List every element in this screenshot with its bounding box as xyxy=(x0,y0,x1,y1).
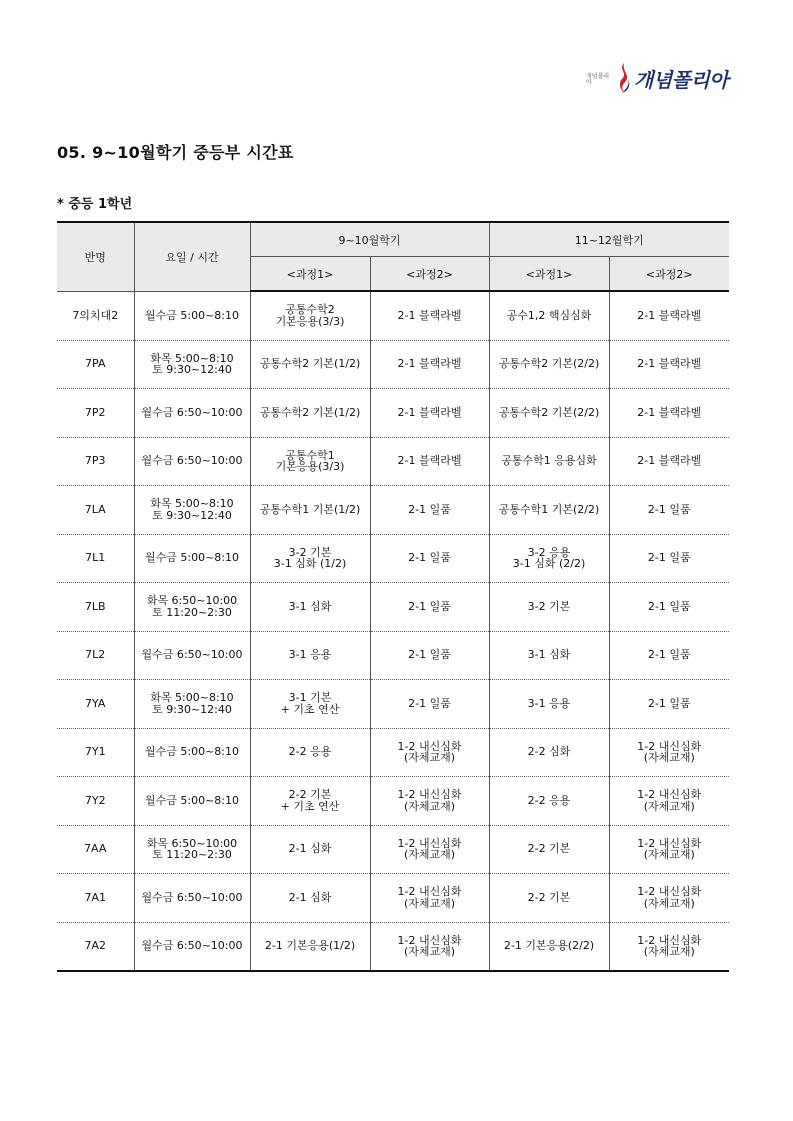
term1-course1-cell xyxy=(250,534,370,583)
cell-line: 3-1 응용 xyxy=(288,648,332,662)
cell-line: 공통수학2 기본(2/2) xyxy=(498,357,600,371)
cell-line: 2-1 블랙라벨 xyxy=(397,454,462,468)
cell-line: 2-1 일품 xyxy=(647,502,691,516)
day-time-cell xyxy=(134,825,250,874)
cell-line: 2-2 응용 xyxy=(288,745,332,759)
cell-line: 1-2 내신심화 xyxy=(397,885,462,899)
cell-line: (자체교재) xyxy=(643,799,695,813)
term1-course2-cell xyxy=(370,534,489,583)
cell-line: 2-1 블랙라벨 xyxy=(397,308,462,322)
term1-course1-cell xyxy=(250,437,370,486)
term2-course1-cell xyxy=(489,437,609,486)
cell-line: 2-1 기본응용(1/2) xyxy=(264,939,356,953)
cell-line: 공통수학1 기본(1/2) xyxy=(259,502,361,516)
cell-line: (자체교재) xyxy=(403,848,456,862)
cell-line: 2-1 블랙라벨 xyxy=(637,357,702,371)
day-time-cell xyxy=(134,728,250,777)
cell-line: 2-1 일품 xyxy=(408,551,451,565)
cell-line: + 기초 연산 xyxy=(280,702,340,716)
cell-line: 2-1 블랙라벨 xyxy=(637,308,702,322)
cell-line: 2-1 심화 xyxy=(288,890,332,904)
cell-line: (자체교재) xyxy=(643,751,695,765)
term2-course1-cell xyxy=(489,340,609,389)
page-title: 05. 9~10월학기 중등부 시간표 xyxy=(57,143,294,162)
term2-course1-cell xyxy=(489,631,609,680)
cell-line: 공통수학1 응용심화 xyxy=(501,454,597,468)
cell-line: 2-1 심화 xyxy=(288,842,332,856)
term2-course2-cell xyxy=(609,874,729,923)
cell-line: 공수1,2 핵심심화 xyxy=(506,308,592,322)
cell-line: 2-1 일품 xyxy=(408,696,451,710)
day-time-cell xyxy=(134,680,250,729)
cell-line: 3-1 심화 (1/2) xyxy=(273,557,347,571)
day-time-cell xyxy=(134,534,250,583)
cell-line: 2-1 블랙라벨 xyxy=(637,405,702,419)
cell-line: 3-1 응용 xyxy=(527,696,571,710)
term2-course1-cell xyxy=(489,291,609,340)
term2-course2-cell xyxy=(609,777,729,826)
cell-line: 1-2 내신심화 xyxy=(637,788,702,802)
term2-course2-cell xyxy=(609,922,729,971)
schedule-body xyxy=(57,291,729,971)
class-name-cell: 7L2 xyxy=(57,631,134,680)
cell-line: (자체교재) xyxy=(643,945,695,959)
flame-logo-icon xyxy=(614,61,632,95)
term1-course2-cell xyxy=(370,922,489,971)
class-name-cell: 7PA xyxy=(57,340,134,389)
table-row xyxy=(57,389,729,438)
day-time-cell xyxy=(134,340,250,389)
term2-course2-cell xyxy=(609,389,729,438)
header-term1-course2: <과정2> xyxy=(370,257,489,292)
day-time-cell xyxy=(134,486,250,535)
cell-line: 토 11:20~2:30 xyxy=(152,848,232,862)
cell-line: 기본응용(3/3) xyxy=(275,314,345,328)
cell-line: 3-2 기본 xyxy=(527,599,571,613)
table-row xyxy=(57,874,729,923)
class-name-cell: 7YA xyxy=(57,680,134,729)
class-name-cell: 7의치대2 xyxy=(57,291,134,340)
cell-line: 월수금 6:50~10:00 xyxy=(141,405,243,419)
term1-course2-cell xyxy=(370,583,489,632)
cell-line: 월수금 5:00~8:10 xyxy=(145,551,239,565)
schedule-table xyxy=(57,221,729,972)
table-row xyxy=(57,922,729,971)
cell-line: 화목 5:00~8:10 xyxy=(150,691,234,705)
cell-line: 2-1 일품 xyxy=(647,696,691,710)
table-row xyxy=(57,583,729,632)
cell-line: 2-1 기본응용(2/2) xyxy=(503,939,595,953)
term1-course2-cell xyxy=(370,291,489,340)
cell-line: (자체교재) xyxy=(403,799,456,813)
cell-line: + 기초 연산 xyxy=(280,799,340,813)
header-term1-course1: <과정1> xyxy=(250,257,370,292)
cell-line: 2-1 일품 xyxy=(408,502,451,516)
term1-course2-cell xyxy=(370,825,489,874)
cell-line: 3-1 기본 xyxy=(288,691,332,705)
term2-course1-cell xyxy=(489,777,609,826)
term1-course2-cell xyxy=(370,680,489,729)
cell-line: 월수금 5:00~8:10 xyxy=(145,793,239,807)
term1-course1-cell xyxy=(250,486,370,535)
cell-line: 월수금 6:50~10:00 xyxy=(141,454,243,468)
term1-course2-cell xyxy=(370,874,489,923)
cell-line: 토 9:30~12:40 xyxy=(152,508,232,522)
term1-course1-cell xyxy=(250,825,370,874)
term2-course1-cell xyxy=(489,534,609,583)
cell-line: 2-1 일품 xyxy=(647,551,691,565)
cell-line: 2-1 일품 xyxy=(408,648,451,662)
cell-line: 2-1 블랙라벨 xyxy=(397,405,462,419)
day-time-cell xyxy=(134,777,250,826)
cell-line: 2-1 일품 xyxy=(408,599,451,613)
cell-line: (자체교재) xyxy=(403,945,456,959)
day-time-cell xyxy=(134,874,250,923)
brand-logo xyxy=(586,58,746,98)
logo-tagline: 개념폴리아 xyxy=(586,73,610,86)
cell-line: 3-1 심화 (2/2) xyxy=(512,557,586,571)
cell-line: (자체교재) xyxy=(643,896,695,910)
class-name-cell: 7L1 xyxy=(57,534,134,583)
header-class: 반명 xyxy=(57,222,134,291)
cell-line: 2-2 응용 xyxy=(527,793,571,807)
cell-line: 2-1 일품 xyxy=(647,648,691,662)
term1-course1-cell xyxy=(250,631,370,680)
cell-line: 1-2 내신심화 xyxy=(637,885,702,899)
cell-line: 공통수학2 기본(1/2) xyxy=(259,405,361,419)
table-row xyxy=(57,437,729,486)
table-row xyxy=(57,777,729,826)
class-name-cell: 7AA xyxy=(57,825,134,874)
cell-line: 월수금 6:50~10:00 xyxy=(141,648,243,662)
cell-line: 공통수학1 기본(2/2) xyxy=(498,502,600,516)
cell-line: 화목 5:00~8:10 xyxy=(150,351,234,365)
cell-line: 2-1 블랙라벨 xyxy=(637,454,702,468)
cell-line: 1-2 내신심화 xyxy=(397,836,462,850)
cell-line: 토 9:30~12:40 xyxy=(152,363,232,377)
term2-course1-cell xyxy=(489,583,609,632)
cell-line: 2-2 기본 xyxy=(527,842,571,856)
term2-course1-cell xyxy=(489,486,609,535)
term1-course1-cell xyxy=(250,340,370,389)
term2-course2-cell xyxy=(609,728,729,777)
cell-line: 공통수학2 기본(1/2) xyxy=(259,357,361,371)
term2-course2-cell xyxy=(609,340,729,389)
cell-line: 1-2 내신심화 xyxy=(637,739,702,753)
term2-course1-cell xyxy=(489,825,609,874)
term1-course1-cell xyxy=(250,874,370,923)
term1-course1-cell xyxy=(250,728,370,777)
table-row xyxy=(57,631,729,680)
term1-course1-cell xyxy=(250,291,370,340)
term2-course2-cell xyxy=(609,631,729,680)
cell-line: 3-1 심화 xyxy=(527,648,571,662)
cell-line: 공통수학2 xyxy=(285,303,335,317)
class-name-cell: 7A1 xyxy=(57,874,134,923)
cell-line: 1-2 내신심화 xyxy=(397,788,462,802)
term2-course2-cell xyxy=(609,437,729,486)
cell-line: 월수금 6:50~10:00 xyxy=(141,890,243,904)
cell-line: 기본응용(3/3) xyxy=(275,460,345,474)
header-day-time: 요일 / 시간 xyxy=(134,222,250,291)
cell-line: 토 9:30~12:40 xyxy=(152,702,232,716)
term1-course1-cell xyxy=(250,680,370,729)
cell-line: 2-2 기본 xyxy=(527,890,571,904)
class-name-cell: 7Y2 xyxy=(57,777,134,826)
cell-line: 토 11:20~2:30 xyxy=(152,605,232,619)
term2-course2-cell xyxy=(609,534,729,583)
header-term-nov-dec: 11~12월학기 xyxy=(489,222,729,257)
term2-course1-cell xyxy=(489,874,609,923)
cell-line: 2-2 심화 xyxy=(527,745,571,759)
term2-course2-cell xyxy=(609,825,729,874)
term1-course2-cell xyxy=(370,437,489,486)
term1-course2-cell xyxy=(370,777,489,826)
term1-course1-cell xyxy=(250,777,370,826)
term2-course1-cell xyxy=(489,389,609,438)
cell-line: 3-2 응용 xyxy=(527,545,571,559)
cell-line: 3-1 심화 xyxy=(288,599,332,613)
term2-course2-cell xyxy=(609,486,729,535)
cell-line: 2-1 블랙라벨 xyxy=(397,357,462,371)
day-time-cell xyxy=(134,389,250,438)
header-term2-course2: <과정2> xyxy=(609,257,729,292)
cell-line: 화목 6:50~10:00 xyxy=(146,594,238,608)
term2-course1-cell xyxy=(489,728,609,777)
cell-line: 1-2 내신심화 xyxy=(397,739,462,753)
cell-line: 3-2 기본 xyxy=(288,545,332,559)
term1-course1-cell xyxy=(250,922,370,971)
term1-course2-cell xyxy=(370,389,489,438)
class-name-cell: 7Y1 xyxy=(57,728,134,777)
term1-course2-cell xyxy=(370,728,489,777)
header-term-sep-oct: 9~10월학기 xyxy=(250,222,489,257)
cell-line: 화목 6:50~10:00 xyxy=(146,836,238,850)
cell-line: 월수금 5:00~8:10 xyxy=(145,745,239,759)
day-time-cell xyxy=(134,583,250,632)
cell-line: 1-2 내신심화 xyxy=(397,933,462,947)
logo-wordmark: 개념폴리아 xyxy=(634,67,729,92)
cell-line: (자체교재) xyxy=(403,896,456,910)
table-row xyxy=(57,486,729,535)
term2-course2-cell xyxy=(609,680,729,729)
section-title: * 중등 1학년 xyxy=(57,197,133,212)
term2-course1-cell xyxy=(489,680,609,729)
term1-course2-cell xyxy=(370,486,489,535)
class-name-cell: 7LB xyxy=(57,583,134,632)
cell-line: 1-2 내신심화 xyxy=(637,836,702,850)
class-name-cell: 7A2 xyxy=(57,922,134,971)
term2-course2-cell xyxy=(609,291,729,340)
table-row xyxy=(57,534,729,583)
term2-course1-cell xyxy=(489,922,609,971)
cell-line: 월수금 5:00~8:10 xyxy=(145,308,239,322)
table-row xyxy=(57,825,729,874)
class-name-cell: 7LA xyxy=(57,486,134,535)
cell-line: (자체교재) xyxy=(403,751,456,765)
table-row xyxy=(57,728,729,777)
cell-line: 월수금 6:50~10:00 xyxy=(141,939,243,953)
cell-line: 2-1 일품 xyxy=(647,599,691,613)
cell-line: 공통수학1 xyxy=(285,448,335,462)
table-row xyxy=(57,340,729,389)
class-name-cell: 7P2 xyxy=(57,389,134,438)
day-time-cell xyxy=(134,631,250,680)
class-name-cell: 7P3 xyxy=(57,437,134,486)
day-time-cell xyxy=(134,291,250,340)
table-row xyxy=(57,291,729,340)
cell-line: 2-2 기본 xyxy=(288,788,332,802)
term1-course2-cell xyxy=(370,631,489,680)
cell-line: 1-2 내신심화 xyxy=(637,933,702,947)
header-row-terms xyxy=(57,222,729,257)
term1-course1-cell xyxy=(250,389,370,438)
day-time-cell xyxy=(134,922,250,971)
term1-course2-cell xyxy=(370,340,489,389)
cell-line: 화목 5:00~8:10 xyxy=(150,497,234,511)
header-term2-course1: <과정1> xyxy=(489,257,609,292)
term2-course2-cell xyxy=(609,583,729,632)
term1-course1-cell xyxy=(250,583,370,632)
cell-line: (자체교재) xyxy=(643,848,695,862)
cell-line: 공통수학2 기본(2/2) xyxy=(498,405,600,419)
day-time-cell xyxy=(134,437,250,486)
table-row xyxy=(57,680,729,729)
